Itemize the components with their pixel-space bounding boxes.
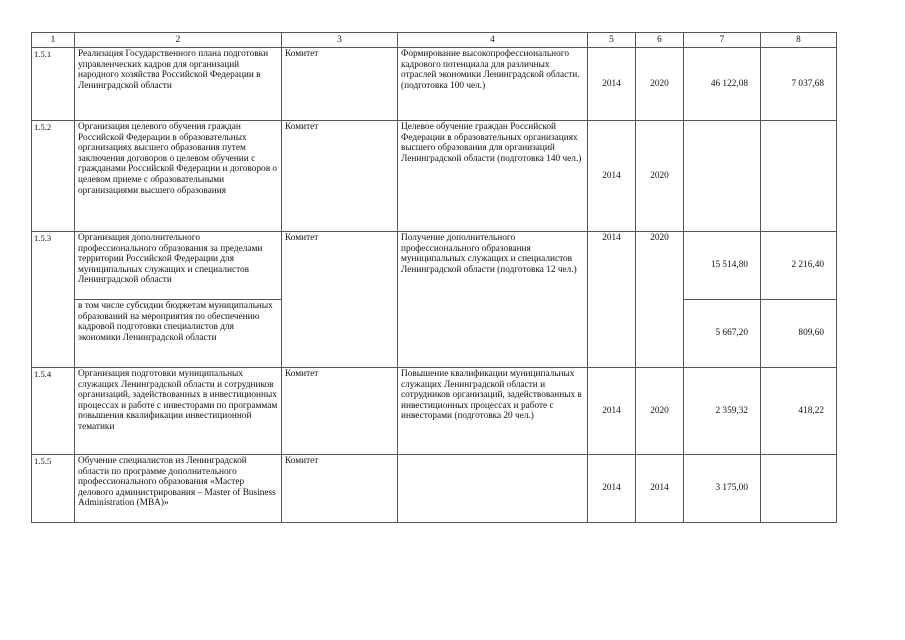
- column-header: 5: [588, 33, 636, 48]
- expected-result: Повышение квалификации муниципальных служащих Ленинградской области и сотрудников организаций, задействованных в инвестиционных процессах и работе с инвесторами (подготовка 20 чел.): [398, 368, 588, 455]
- activity-name: Организация целевого обучения граждан Российской Федерации в образовательных организациях высшего образования путем заключения договоров о целевом обучении с гражданами Российской Федерации и договоров о целевом приеме с образовательными организациями высшего образования: [75, 121, 282, 232]
- item-number: 1.5.1: [32, 48, 75, 121]
- end-year: 2020: [636, 232, 684, 368]
- activity-name: Реализация Государственного плана подготовки управленческих кадров для организаций народного хозяйства Российской Федерации в Ленинградской области: [75, 48, 282, 121]
- item-number: 1.5.2: [32, 121, 75, 232]
- column-header: 8: [761, 33, 837, 48]
- total-funding: [684, 121, 761, 232]
- column-header: 6: [636, 33, 684, 48]
- expected-result: Формирование высокопрофессионального кадрового потенциала для различных отраслей экономики Ленинградской области. (подготовка 100 чел.): [398, 48, 588, 121]
- executor: Комитет: [282, 48, 398, 121]
- total-funding: 5 667,20: [684, 300, 761, 368]
- end-year: 2020: [636, 121, 684, 232]
- expected-result: Целевое обучение граждан Российской Федерации в образовательных организациях высшего образования для организаций Ленинградской области (подготовка 140 чел.): [398, 121, 588, 232]
- start-year: 2014: [588, 368, 636, 455]
- column-header: 2: [75, 33, 282, 48]
- regional-funding: 7 037,68: [761, 48, 837, 121]
- end-year: 2014: [636, 455, 684, 523]
- activity-name: Организация подготовки муниципальных служащих Ленинградской области и сотрудников организаций, задействованных в инвестиционных процессах и работе с инвесторами по программам повышения квалификации инвестиционной тематики: [75, 368, 282, 455]
- item-number: 1.5.5: [32, 455, 75, 523]
- executor: Комитет: [282, 121, 398, 232]
- start-year: 2014: [588, 121, 636, 232]
- end-year: 2020: [636, 368, 684, 455]
- start-year: 2014: [588, 455, 636, 523]
- end-year: 2020: [636, 48, 684, 121]
- column-header: 3: [282, 33, 398, 48]
- table-row: [32, 121, 837, 232]
- table-row: [32, 48, 837, 121]
- executor: Комитет: [282, 368, 398, 455]
- table-row: [32, 455, 837, 523]
- regional-funding: 418,22: [761, 368, 837, 455]
- table-row: [32, 368, 837, 455]
- total-funding: 3 175,00: [684, 455, 761, 523]
- item-number: 1.5.4: [32, 368, 75, 455]
- start-year: 2014: [588, 48, 636, 121]
- executor: Комитет: [282, 232, 398, 368]
- expected-result: Получение дополнительного профессионального образования муниципальных служащих и специалистов Ленинградской области (подготовка 12 чел.): [398, 232, 588, 368]
- executor: Комитет: [282, 455, 398, 523]
- total-funding: 46 122,08: [684, 48, 761, 121]
- total-funding: 2 359,32: [684, 368, 761, 455]
- regional-funding: 2 216,40: [761, 232, 837, 300]
- regional-funding: 809,60: [761, 300, 837, 368]
- item-number: 1.5.3: [32, 232, 75, 368]
- table-row: [32, 232, 837, 300]
- column-header: 7: [684, 33, 761, 48]
- column-header: 4: [398, 33, 588, 48]
- column-number-header-row: [32, 33, 837, 48]
- regional-funding: [761, 121, 837, 232]
- activity-subitem-name: в том числе субсидии бюджетам муниципальных образований на мероприятия по обеспечению кадровой подготовки специалистов для экономики Ленинградской области: [75, 300, 282, 368]
- activity-name: Обучение специалистов из Ленинградской области по программе дополнительного профессионального образования «Мастер делового администрирования – Master of Business Administration (MBA)»: [75, 455, 282, 523]
- activity-name: Организация дополнительного профессионального образования за пределами территории Российской Федерации для муниципальных служащих и специалистов Ленинградской области: [75, 232, 282, 300]
- total-funding: 15 514,80: [684, 232, 761, 300]
- expected-result: [398, 455, 588, 523]
- program-activities-table: [31, 32, 837, 523]
- regional-funding: [761, 455, 837, 523]
- column-header: 1: [32, 33, 75, 48]
- start-year: 2014: [588, 232, 636, 368]
